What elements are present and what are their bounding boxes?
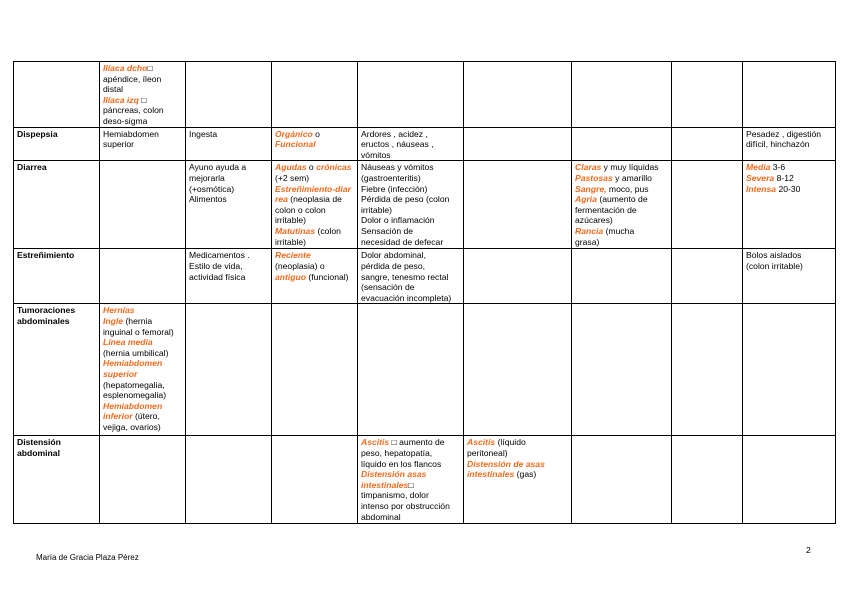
cell-text: intenso por obstrucción xyxy=(361,500,450,511)
table-cell xyxy=(464,436,572,524)
table-cell xyxy=(358,62,464,128)
cell-line xyxy=(575,194,668,205)
highlighted-term: Ingle xyxy=(103,315,124,326)
cell-line xyxy=(275,173,354,184)
cell-text: Pesadez , digestión xyxy=(746,128,822,139)
cell-text: necesidad de defecar xyxy=(361,236,444,247)
cell-line xyxy=(467,459,568,470)
cell-line xyxy=(189,184,268,195)
table-cell xyxy=(572,304,672,436)
table-cell xyxy=(672,436,743,524)
cell-line xyxy=(103,316,182,327)
footer-author: María de Gracia Plaza Pérez xyxy=(36,553,139,562)
cell-text: Sensación de xyxy=(361,225,414,236)
cell-line xyxy=(361,261,460,272)
cell-text: Dolor abdominal, xyxy=(361,250,426,261)
cell-text: (+osmótica) xyxy=(189,183,235,194)
highlighted-term: superior xyxy=(103,368,138,379)
cell-line xyxy=(103,337,182,348)
cell-text: □ xyxy=(138,94,147,105)
cell-text: □ xyxy=(147,63,153,73)
cell-line xyxy=(361,469,460,480)
cell-line xyxy=(103,74,182,85)
cell-text: superior xyxy=(103,139,135,150)
cell-line xyxy=(361,237,460,248)
table-cell xyxy=(743,127,836,161)
row-header-cell xyxy=(14,249,100,304)
cell-text: y muy líquidas xyxy=(601,162,659,173)
table-row xyxy=(14,161,836,249)
cell-text: Medicamentos . xyxy=(189,250,250,261)
cell-line xyxy=(275,261,354,272)
cell-line xyxy=(467,448,568,459)
cell-line xyxy=(361,215,460,226)
table-cell xyxy=(186,249,272,304)
cell-line xyxy=(361,184,460,195)
table-row xyxy=(14,436,836,524)
table-cell xyxy=(272,127,358,161)
table-cell xyxy=(272,436,358,524)
highlighted-term: Orgánico xyxy=(275,128,313,139)
cell-line xyxy=(361,162,460,173)
table-cell xyxy=(672,127,743,161)
cell-text: 3-6 xyxy=(770,162,786,173)
highlighted-term: inferior xyxy=(103,411,133,422)
table-cell xyxy=(572,436,672,524)
cell-text: (funcional) xyxy=(306,271,349,282)
cell-text: (+2 sem) xyxy=(275,172,310,183)
cell-line xyxy=(103,380,182,391)
row-header-line: Tumoraciones xyxy=(17,305,76,316)
highlighted-term: Severa xyxy=(746,172,775,183)
cell-text: (líquido xyxy=(495,437,526,448)
cell-text: actividad física xyxy=(189,271,246,282)
highlighted-term: Agudas xyxy=(275,162,307,173)
cell-text: deso-sigma xyxy=(103,115,148,126)
table-cell xyxy=(100,436,186,524)
table-cell xyxy=(672,161,743,249)
cell-text: eructos , náuseas , xyxy=(361,139,434,150)
highlighted-term: crónicas xyxy=(316,162,352,173)
cell-line xyxy=(103,422,182,433)
table-cell xyxy=(743,436,836,524)
cell-text: vejiga, ovarios) xyxy=(103,421,161,432)
table-row xyxy=(14,62,836,128)
cell-text: □ xyxy=(408,479,414,490)
cell-line xyxy=(103,327,182,338)
table-cell xyxy=(572,249,672,304)
cell-line xyxy=(275,129,354,140)
row-header-cell xyxy=(14,161,100,249)
cell-text: o xyxy=(306,162,317,173)
cell-text: Pérdida de peso (colon xyxy=(361,194,450,205)
table-cell xyxy=(272,161,358,249)
cell-text: distal xyxy=(103,84,124,95)
cell-line xyxy=(746,173,832,184)
cell-text: Alimentos xyxy=(189,194,227,205)
highlighted-term: Hemiabdomen xyxy=(103,400,163,411)
cell-line xyxy=(746,184,832,195)
table-cell xyxy=(100,127,186,161)
table-cell xyxy=(572,127,672,161)
cell-text: esplenomegalia) xyxy=(103,390,167,401)
cell-text: 20-30 xyxy=(776,183,801,194)
row-header-cell xyxy=(14,436,100,524)
table-cell xyxy=(672,249,743,304)
cell-text: (neoplasia) o xyxy=(275,260,325,271)
row-header-cell xyxy=(14,304,100,436)
cell-text: vómitos xyxy=(361,149,391,160)
cell-text: Bolos aislados xyxy=(746,250,802,261)
table-cell xyxy=(100,62,186,128)
cell-line xyxy=(361,139,460,150)
cell-text: (gastroenteritis) xyxy=(361,172,421,183)
cell-text: □ aumento de xyxy=(389,437,445,448)
highlighted-term: Sangre, xyxy=(575,183,607,194)
cell-line xyxy=(361,272,460,283)
cell-line xyxy=(275,250,354,261)
table-cell xyxy=(743,161,836,249)
table-cell xyxy=(186,436,272,524)
cell-text: abdominal xyxy=(361,511,401,522)
highlighted-term: Estreñimiento-diar xyxy=(275,183,351,194)
cell-line xyxy=(575,162,668,173)
cell-line xyxy=(103,401,182,412)
table-cell xyxy=(464,304,572,436)
cell-text: evacuación incompleta) xyxy=(361,292,452,303)
cell-line xyxy=(746,261,832,272)
table-cell xyxy=(572,161,672,249)
cell-text: (gas) xyxy=(514,469,537,480)
table-cell xyxy=(272,304,358,436)
cell-text: Náuseas y vómitos xyxy=(361,162,434,173)
cell-line xyxy=(103,63,182,74)
table-cell xyxy=(186,62,272,128)
cell-text: irritable) xyxy=(275,215,307,226)
cell-line xyxy=(575,205,668,216)
cell-text: Hemiabdomen xyxy=(103,128,159,139)
cell-text: grasa) xyxy=(575,236,600,247)
table-cell xyxy=(358,249,464,304)
cell-text: (hernia xyxy=(123,315,153,326)
cell-line xyxy=(275,184,354,195)
cell-line xyxy=(103,358,182,369)
cell-text: Ardores , acidez , xyxy=(361,128,428,139)
table-row xyxy=(14,249,836,304)
cell-line xyxy=(103,348,182,359)
cell-text: pérdida de peso, xyxy=(361,260,426,271)
table-cell xyxy=(672,62,743,128)
cell-line xyxy=(467,437,568,448)
highlighted-term: antiguo xyxy=(275,271,307,282)
cell-line xyxy=(575,237,668,248)
cell-line xyxy=(275,194,354,205)
cell-text: (neoplasia de xyxy=(287,194,342,205)
highlighted-term: Pastosas xyxy=(575,172,613,183)
highlighted-term: Ascitis xyxy=(467,437,496,448)
cell-text: (mucha xyxy=(603,225,635,236)
highlighted-term: rea xyxy=(275,194,288,205)
cell-line xyxy=(275,139,354,150)
cell-text: apéndice, íleon xyxy=(103,73,162,84)
cell-text: sangre, tenesmo rectal xyxy=(361,271,449,282)
table-cell xyxy=(358,304,464,436)
cell-text: Fiebre (infección) xyxy=(361,183,428,194)
cell-text: líquido en los flancos xyxy=(361,458,442,469)
highlighted-term: Rancia xyxy=(575,225,604,236)
cell-line xyxy=(361,250,460,261)
row-header-cell xyxy=(14,62,100,128)
row-header-line: abdominales xyxy=(17,315,70,326)
cell-text: (sensación de xyxy=(361,282,415,293)
row-header-line: Dispepsia xyxy=(17,128,58,139)
cell-line xyxy=(275,226,354,237)
table-cell xyxy=(743,62,836,128)
table-body xyxy=(14,62,836,524)
highlighted-term: Distensión de asas xyxy=(467,458,545,469)
highlighted-term: Claras xyxy=(575,162,602,173)
cell-line xyxy=(103,105,182,116)
highlighted-term: Ilíaca dcho xyxy=(103,63,148,73)
cell-line xyxy=(361,194,460,205)
row-header-line: Diarrea xyxy=(17,162,47,173)
row-header-line: Distensión xyxy=(17,437,61,448)
cell-line xyxy=(361,150,460,161)
cell-line xyxy=(361,448,460,459)
table-cell xyxy=(358,127,464,161)
cell-line xyxy=(746,162,832,173)
row-header-line: Estreñimiento xyxy=(17,250,75,261)
cell-text: y amarillo xyxy=(612,172,652,183)
highlighted-term: Distensión asas xyxy=(361,469,427,480)
cell-line xyxy=(189,129,268,140)
cell-text: mejorarla xyxy=(189,172,225,183)
cell-text: irritable) xyxy=(361,204,393,215)
cell-text: azúcares) xyxy=(575,215,613,226)
highlighted-term: Funcional xyxy=(275,139,316,150)
cell-line xyxy=(361,282,460,293)
cell-text: (hernia umbilical) xyxy=(103,347,169,358)
table-cell xyxy=(358,436,464,524)
cell-line xyxy=(361,226,460,237)
page-number: 2 xyxy=(806,545,811,555)
cell-text: inguinal o femoral) xyxy=(103,326,174,337)
table-cell xyxy=(672,304,743,436)
table-cell xyxy=(100,249,186,304)
cell-line xyxy=(275,215,354,226)
cell-line xyxy=(575,184,668,195)
table-cell xyxy=(186,304,272,436)
row-header-line: abdominal xyxy=(17,447,60,458)
table-cell xyxy=(100,161,186,249)
cell-line xyxy=(103,84,182,95)
cell-text: irritable) xyxy=(275,236,307,247)
row-header-cell xyxy=(14,127,100,161)
highlighted-term: Agria xyxy=(575,194,597,205)
cell-line xyxy=(103,116,182,127)
highlighted-term: intestinales xyxy=(467,469,515,480)
cell-text: peritoneal) xyxy=(467,447,508,458)
cell-line xyxy=(746,250,832,261)
highlighted-term: Matutinas xyxy=(275,225,316,236)
cell-line xyxy=(275,272,354,283)
table-cell xyxy=(743,304,836,436)
cell-line xyxy=(189,162,268,173)
cell-line xyxy=(361,173,460,184)
symptom-table xyxy=(13,61,836,524)
cell-line xyxy=(361,501,460,512)
cell-text: 8-12 xyxy=(774,172,794,183)
cell-text: peso, hepatopatía, xyxy=(361,447,433,458)
cell-line xyxy=(103,369,182,380)
cell-line xyxy=(361,437,460,448)
cell-line xyxy=(467,469,568,480)
table-row xyxy=(14,127,836,161)
cell-line xyxy=(361,129,460,140)
cell-line xyxy=(189,261,268,272)
cell-line xyxy=(103,95,182,106)
table-row xyxy=(14,304,836,436)
cell-line xyxy=(361,293,460,304)
table-cell xyxy=(358,161,464,249)
cell-text: Ayuno ayuda a xyxy=(189,162,247,173)
cell-text: (colon xyxy=(315,225,341,236)
cell-text: timpanismo, dolor xyxy=(361,490,429,501)
highlighted-term: Hernias xyxy=(103,305,135,316)
cell-line xyxy=(103,129,182,140)
table-cell xyxy=(100,304,186,436)
table-cell xyxy=(464,161,572,249)
cell-text: (aumento de xyxy=(596,194,648,205)
cell-text: (hepatomegalia, xyxy=(103,379,165,390)
highlighted-term: Intensa xyxy=(746,183,777,194)
table-cell xyxy=(464,249,572,304)
cell-line xyxy=(361,459,460,470)
cell-text: o xyxy=(312,128,320,139)
cell-text: Ingesta xyxy=(189,128,218,139)
cell-line xyxy=(361,512,460,523)
table-cell xyxy=(186,161,272,249)
table-cell xyxy=(572,62,672,128)
cell-line xyxy=(575,226,668,237)
cell-line xyxy=(103,305,182,316)
cell-text: Dolor o inflamación xyxy=(361,215,435,226)
cell-line xyxy=(103,390,182,401)
cell-line xyxy=(575,173,668,184)
cell-line xyxy=(746,139,832,150)
table-cell xyxy=(272,62,358,128)
table-cell xyxy=(186,127,272,161)
highlighted-term: Línea media xyxy=(103,337,153,348)
highlighted-term: Hemiabdomen xyxy=(103,358,163,369)
cell-text: páncreas, colon xyxy=(103,105,164,116)
cell-line xyxy=(361,480,460,491)
cell-text: (colon irritable) xyxy=(746,260,803,271)
cell-text: moco, pus xyxy=(606,183,649,194)
cell-line xyxy=(103,411,182,422)
cell-text: Estilo de vida, xyxy=(189,260,243,271)
cell-text: fermentación de xyxy=(575,204,637,215)
cell-text: (útero, xyxy=(132,411,160,422)
cell-text: colon o colon xyxy=(275,204,326,215)
cell-line xyxy=(275,162,354,173)
cell-line xyxy=(189,250,268,261)
highlighted-term: Ilíaca izq xyxy=(103,94,139,105)
cell-line xyxy=(189,272,268,283)
cell-line xyxy=(575,215,668,226)
table-cell xyxy=(464,62,572,128)
highlighted-term: Media xyxy=(746,162,771,173)
cell-line xyxy=(361,205,460,216)
table-cell xyxy=(743,249,836,304)
cell-line xyxy=(275,237,354,248)
cell-line xyxy=(361,490,460,501)
highlighted-term: Reciente xyxy=(275,250,311,261)
cell-line xyxy=(189,194,268,205)
table-cell xyxy=(464,127,572,161)
table-cell xyxy=(272,249,358,304)
cell-line xyxy=(103,139,182,150)
highlighted-term: intestinales xyxy=(361,479,409,490)
cell-line xyxy=(189,173,268,184)
cell-text: difícil, hinchazón xyxy=(746,139,810,150)
highlighted-term: Ascitis xyxy=(361,437,390,448)
cell-line xyxy=(275,205,354,216)
cell-line xyxy=(746,129,832,140)
